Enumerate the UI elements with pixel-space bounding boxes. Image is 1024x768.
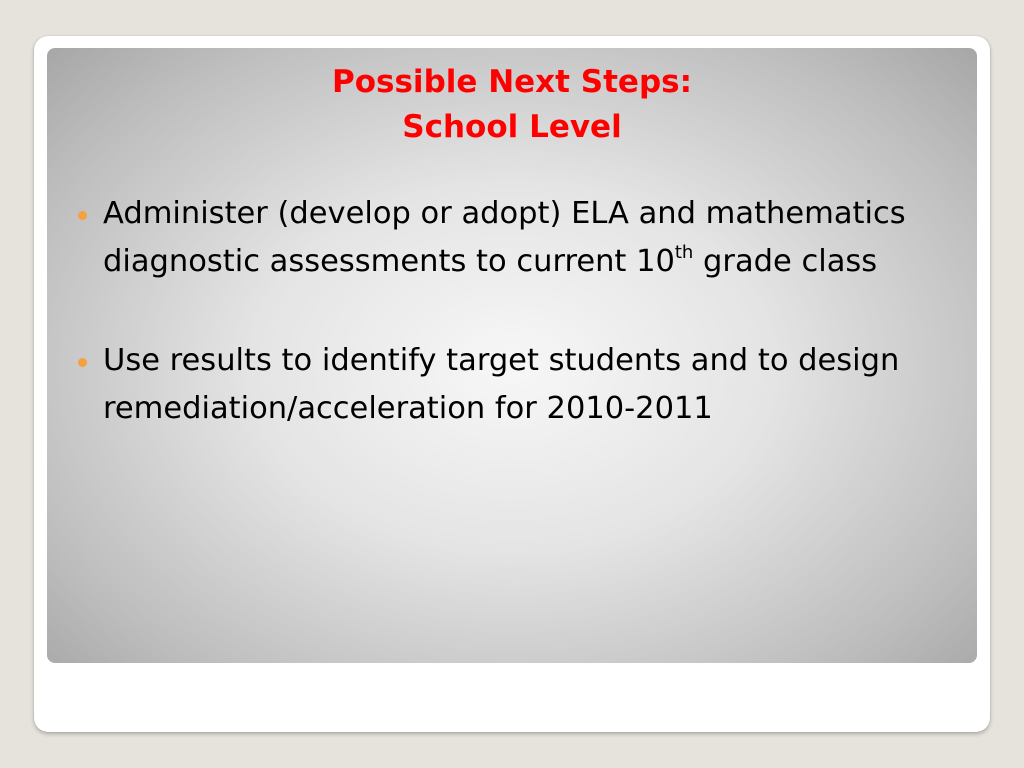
bullet-dot-icon xyxy=(78,211,87,220)
bullet-dot-icon xyxy=(78,358,87,367)
bullet-list xyxy=(76,190,966,433)
bullet-item-2 xyxy=(76,337,966,433)
bullet-2-text: Use results to identify target students and to design remediation/acceleration for 2010-2011 xyxy=(103,343,900,426)
bullet-1-superscript: th xyxy=(674,242,694,263)
bullet-1-text: Administer (develop or adopt) ELA and mathematics diagnostic assessments to current 10 xyxy=(103,196,906,279)
bullet-item-1 xyxy=(76,190,966,286)
bullet-1-text-end: grade class xyxy=(693,244,878,279)
slide-title xyxy=(47,60,977,150)
title-line-2: School Level xyxy=(402,109,622,145)
title-line-1: Possible Next Steps: xyxy=(332,64,692,100)
